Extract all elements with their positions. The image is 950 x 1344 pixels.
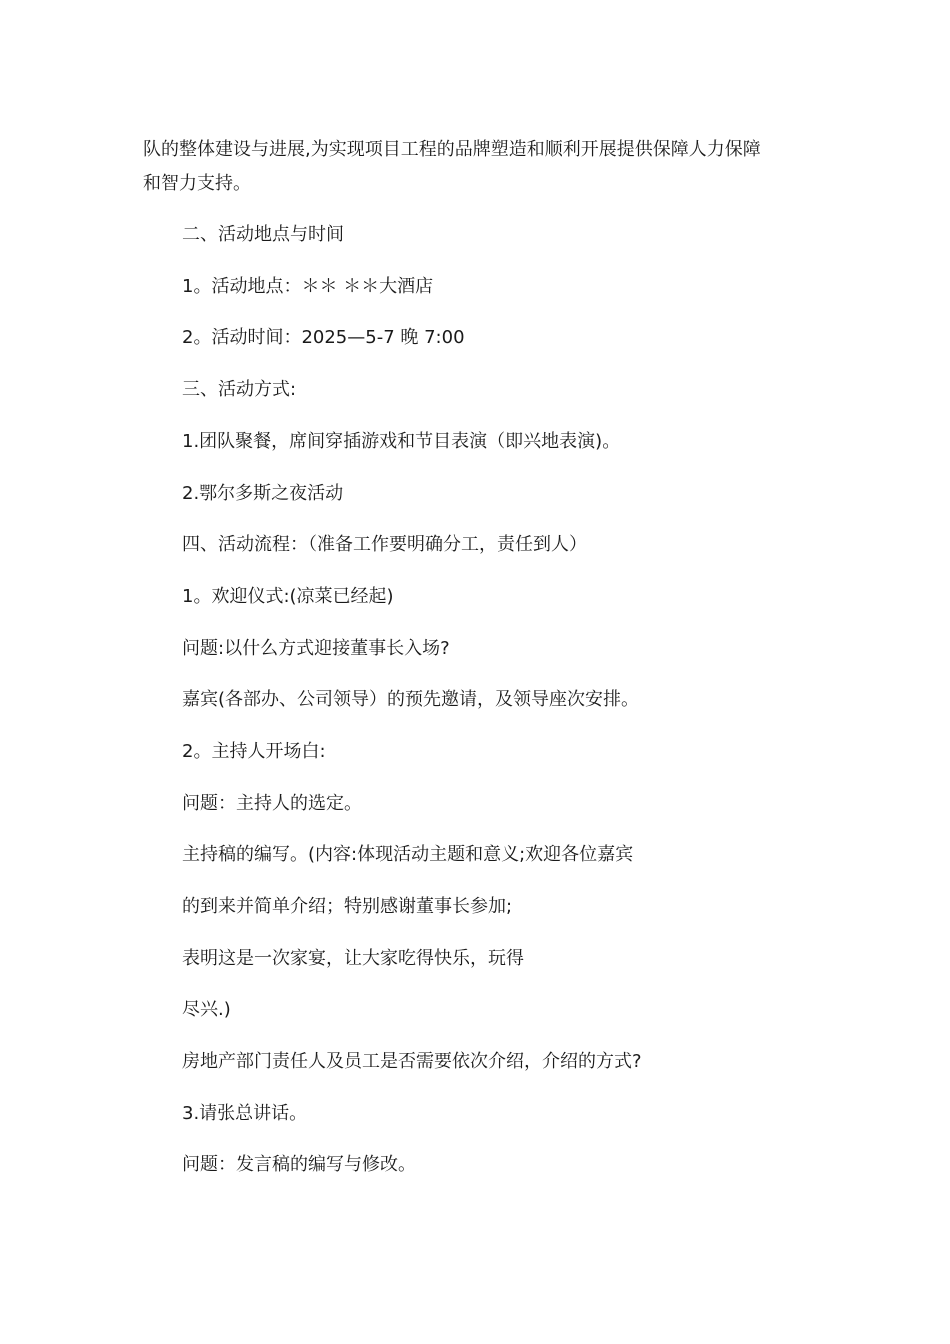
list-item-dinner: 1.团队聚餐，席间穿插游戏和节目表演（即兴地表演)。 <box>182 431 621 452</box>
paragraph-script-line-1: 主持稿的编写。(内容:体现活动主题和意义;欢迎各位嘉宾 <box>182 844 634 865</box>
list-item-speech: 3.请张总讲话。 <box>182 1103 308 1124</box>
paragraph-script-line-4: 尽兴.) <box>182 999 231 1020</box>
list-item-welcome: 1。欢迎仪式:(凉菜已经起) <box>182 586 394 607</box>
paragraph-script-line-3: 表明这是一次家宴，让大家吃得快乐，玩得 <box>182 948 524 969</box>
list-item-host-opening: 2。主持人开场白: <box>182 741 326 762</box>
question-host: 问题：主持人的选定。 <box>182 793 362 814</box>
paragraph-script-line-2: 的到来并简单介绍；特别感谢董事长参加; <box>182 896 513 917</box>
paragraph-guests: 嘉宾(各部办、公司领导）的预先邀请，及领导座次安排。 <box>182 689 640 710</box>
paragraph-intro-line-2: 和智力支持。 <box>143 173 251 194</box>
section-heading-process: 四、活动流程：（准备工作要明确分工，责任到人） <box>182 534 587 555</box>
list-item-night-event: 2.鄂尔多斯之夜活动 <box>182 483 344 504</box>
section-heading-location-time: 二、活动地点与时间 <box>182 224 344 245</box>
list-item-time: 2。活动时间：2025—5-7 晚 7:00 <box>182 327 465 348</box>
section-heading-method: 三、活动方式: <box>182 379 297 400</box>
question-speech: 问题：发言稿的编写与修改。 <box>182 1154 416 1175</box>
question-welcome: 问题:以什么方式迎接董事长入场? <box>182 638 450 659</box>
paragraph-intro-line-1: 队的整体建设与进展,为实现项目工程的品牌塑造和顺利开展提供保障人力保障 <box>143 139 761 160</box>
list-item-location: 1。活动地点：＊＊ ＊＊大酒店 <box>182 276 434 297</box>
paragraph-staff-intro: 房地产部门责任人及员工是否需要依次介绍，介绍的方式? <box>182 1051 642 1072</box>
